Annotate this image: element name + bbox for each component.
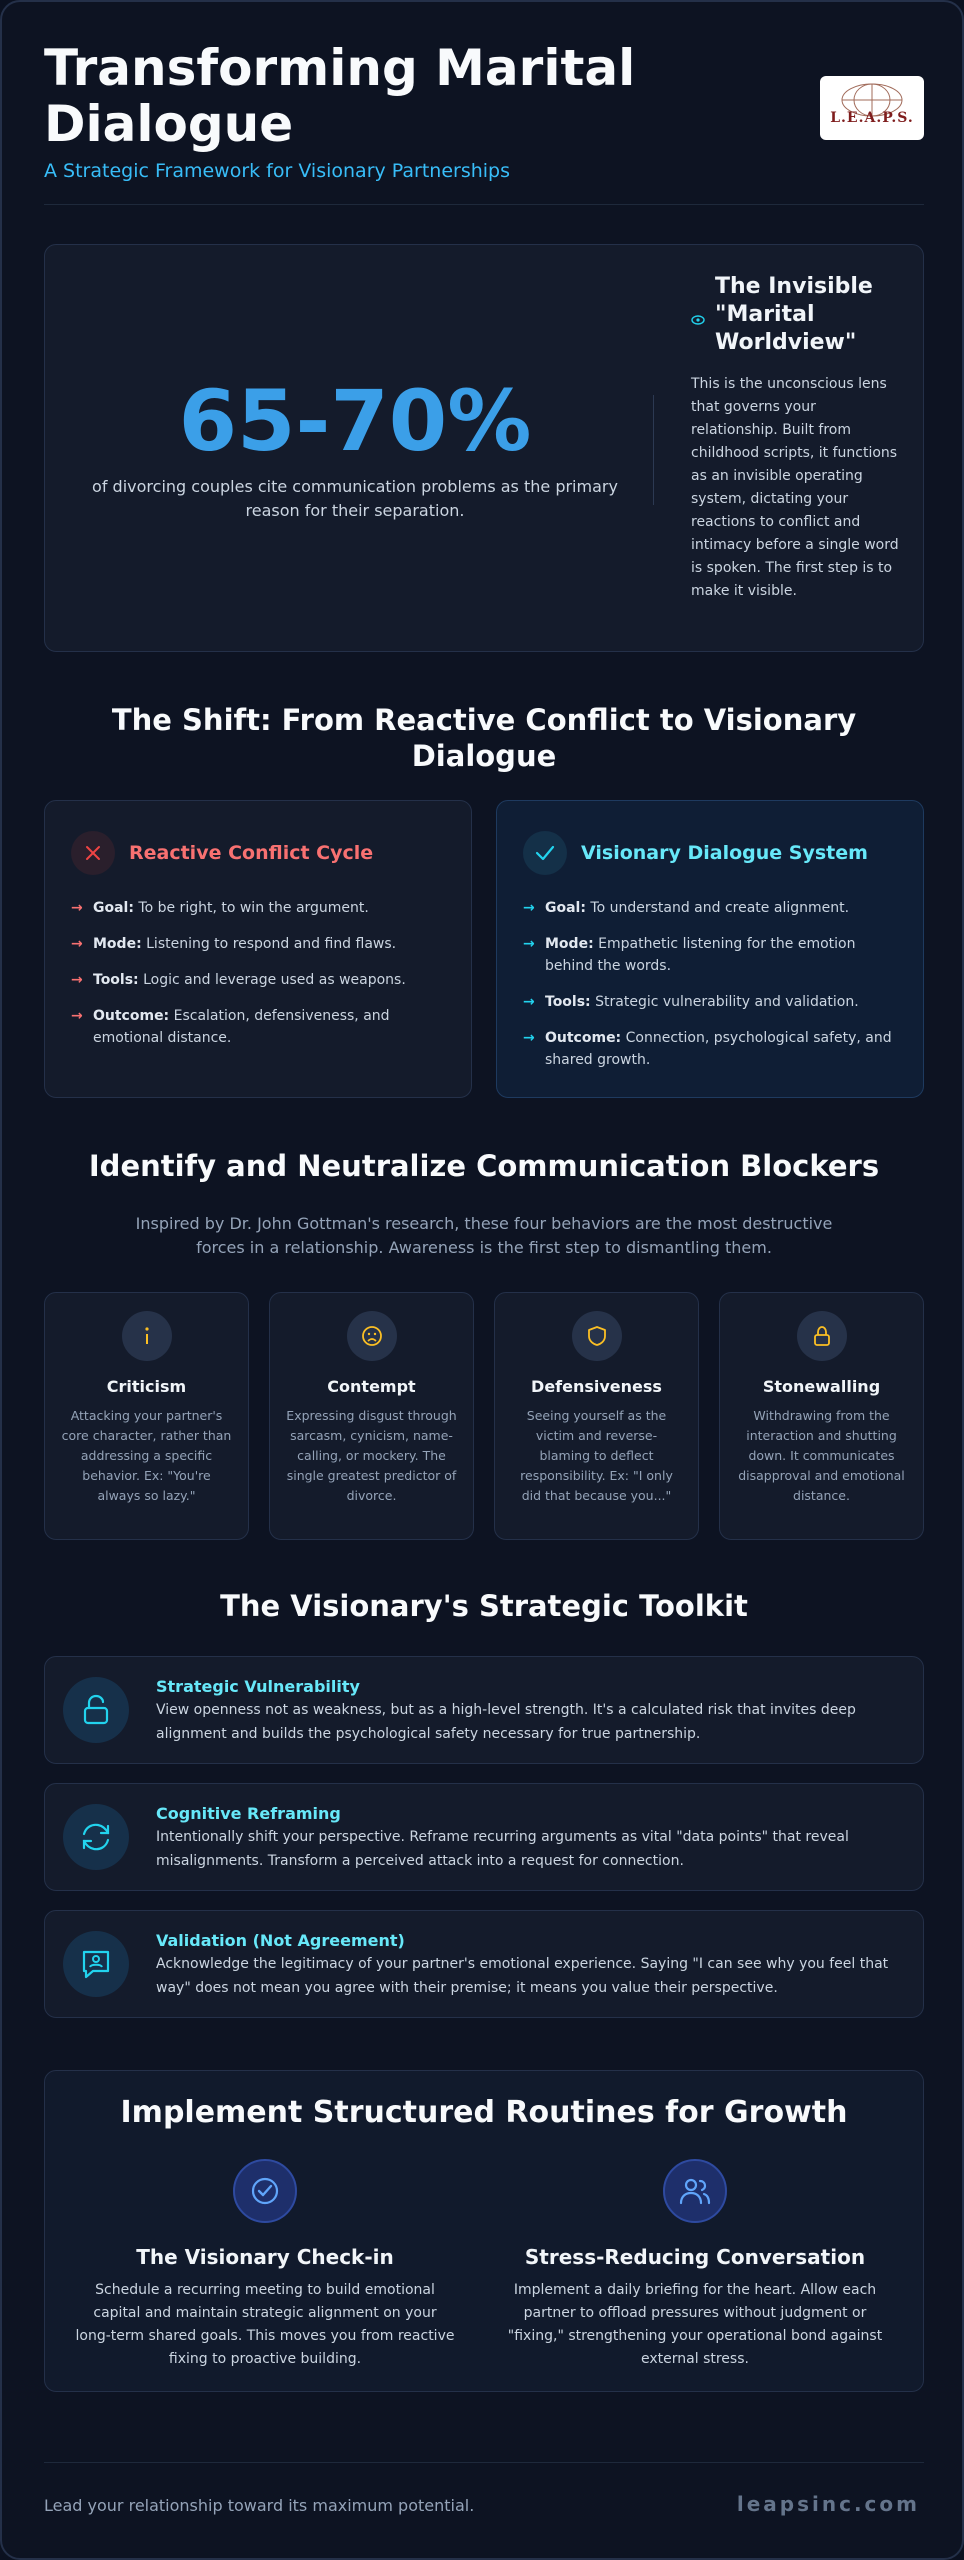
- arrow-right-icon: →: [71, 900, 83, 916]
- footer-tagline: Lead your relationship toward its maximum potential.: [44, 2496, 475, 2515]
- reactive-title: Reactive Conflict Cycle: [129, 842, 374, 864]
- blockers-intro: Inspired by Dr. John Gottman's research, these four behaviors are the most destructive forces in a relationship. Awareness is the first step to dismantling them.: [135, 1214, 833, 1257]
- info-icon: [122, 1311, 172, 1361]
- frown-icon: [347, 1311, 397, 1361]
- worldview-body: This is the unconscious lens that governs your relationship. Built from childhood scripts, it functions as an invisible operating system, dictating your reactions to conflict and intimacy before a single word is spoken. The first step is to make it visible.: [691, 376, 899, 599]
- tool-name: Cognitive Reframing: [156, 1804, 341, 1823]
- routines-card: [44, 2070, 924, 2392]
- blocker-name: Criticism: [106, 1377, 187, 1396]
- stat-divider: [653, 395, 654, 505]
- blocker-card-criticism: [44, 1292, 249, 1540]
- blocker-desc: Expressing disgust through sarcasm, cynicism, name-calling, or mockery. The single greatest predictor of divorce.: [286, 1408, 457, 1503]
- tool-card-reframing: [44, 1783, 924, 1891]
- footer-site-link[interactable]: leapsinc.com: [736, 2492, 920, 2516]
- blocker-desc: Attacking your partner's core character, rather than addressing a specific behavior. Ex: "You're always so lazy.": [61, 1408, 232, 1503]
- page-subtitle: A Strategic Framework for Visionary Partnerships: [44, 160, 511, 182]
- refresh-icon: [63, 1804, 129, 1870]
- shield-icon: [572, 1311, 622, 1361]
- list-item: → Mode: Listening to respond and find flaws.: [71, 933, 445, 955]
- header: [44, 40, 924, 204]
- arrow-right-icon: →: [523, 994, 535, 1010]
- tool-desc: View openness not as weakness, but as a high-level strength. It's a calculated risk that invites deep alignment and builds the psychological safety necessary for true partnership.: [156, 1702, 856, 1742]
- visionary-card: [496, 800, 924, 1098]
- list-item: → Tools: Strategic vulnerability and validation.: [523, 991, 897, 1013]
- blocker-name: Defensiveness: [531, 1377, 662, 1396]
- reactive-card: [44, 800, 472, 1098]
- tool-name: Validation (Not Agreement): [156, 1931, 405, 1950]
- blocker-card-defensiveness: [494, 1292, 699, 1540]
- arrow-right-icon: →: [71, 936, 83, 952]
- unlock-icon: [63, 1677, 129, 1743]
- visionary-title: Visionary Dialogue System: [581, 842, 868, 864]
- routine-name: The Visionary Check-in: [136, 2245, 394, 2269]
- routines-heading: Implement Structured Routines for Growth: [120, 2095, 848, 2130]
- list-item: → Outcome: Escalation, defensiveness, and emotional distance.: [71, 1005, 445, 1049]
- stat-block: [75, 245, 635, 651]
- shift-heading: The Shift: From Reactive Conflict to Visionary Dialogue: [111, 703, 857, 773]
- users-icon: [663, 2159, 727, 2223]
- lock-icon: [797, 1311, 847, 1361]
- blockers-heading: Identify and Neutralize Communication Blockers: [88, 1149, 880, 1183]
- routine-desc: Implement a daily briefing for the heart. Allow each partner to offload pressures without judgment or "fixing," strengthening your operational bond against external stress.: [507, 2282, 883, 2367]
- routine-name: Stress-Reducing Conversation: [524, 2245, 866, 2269]
- check-circle-icon: [233, 2159, 297, 2223]
- tool-card-vulnerability: [44, 1656, 924, 1764]
- routine-desc: Schedule a recurring meeting to build emotional capital and maintain strategic alignment on your long-term shared goals. This moves you from reactive fixing to proactive building.: [75, 2282, 455, 2367]
- page-title: Transforming Marital Dialogue: [44, 39, 636, 153]
- arrow-right-icon: →: [523, 1030, 535, 1046]
- blocker-desc: Seeing yourself as the victim and reverse-blaming to deflect responsibility. Ex: "I only did that because you...": [520, 1408, 673, 1503]
- list-item: → Tools: Logic and leverage used as weapons.: [71, 969, 445, 991]
- arrow-right-icon: →: [523, 900, 535, 916]
- tool-card-validation: [44, 1910, 924, 2018]
- worldview-block: [691, 273, 903, 603]
- blocker-desc: Withdrawing from the interaction and shutting down. It communicates disapproval and emotional distance.: [738, 1408, 905, 1503]
- close-icon: [71, 831, 115, 875]
- list-item: → Outcome: Connection, psychological safety, and shared growth.: [523, 1027, 897, 1071]
- arrow-right-icon: →: [523, 936, 535, 952]
- blocker-name: Stonewalling: [762, 1377, 881, 1396]
- blocker-name: Contempt: [327, 1377, 416, 1396]
- arrow-right-icon: →: [71, 972, 83, 988]
- worldview-title: The Invisible "Marital Worldview": [715, 274, 873, 355]
- stat-value: 65-70%: [178, 372, 532, 470]
- arrow-right-icon: →: [71, 1008, 83, 1024]
- routine-stress-reducing: [505, 2159, 885, 2371]
- blocker-card-stonewalling: [719, 1292, 924, 1540]
- toolkit-heading: The Visionary's Strategic Toolkit: [220, 1589, 748, 1623]
- blocker-card-contempt: [269, 1292, 474, 1540]
- eye-icon: [691, 313, 707, 329]
- routine-check-in: [75, 2159, 455, 2371]
- message-user-icon: [63, 1931, 129, 1997]
- divider: [44, 204, 924, 205]
- stat-description: of divorcing couples cite communication problems as the primary reason for their separation.: [92, 477, 618, 520]
- check-icon: [523, 831, 567, 875]
- list-item: → Goal: To understand and create alignment.: [523, 897, 897, 919]
- logo-text: L.E.A.P.S.: [830, 110, 914, 126]
- divider: [44, 2462, 924, 2463]
- list-item: → Goal: To be right, to win the argument.: [71, 897, 445, 919]
- list-item: → Mode: Empathetic listening for the emotion behind the words.: [523, 933, 897, 977]
- leaps-logo: [820, 76, 924, 140]
- tool-desc: Acknowledge the legitimacy of your partner's emotional experience. Saying "I can see why you feel that way" does not mean you agree with their premise; it means you value their perspective.: [156, 1956, 889, 1996]
- tool-name: Strategic Vulnerability: [156, 1677, 360, 1696]
- stat-card: [44, 244, 924, 652]
- tool-desc: Intentionally shift your perspective. Reframe recurring arguments as vital "data points" that reveal misalignments. Transform a perceived attack into a request for connection.: [156, 1829, 849, 1869]
